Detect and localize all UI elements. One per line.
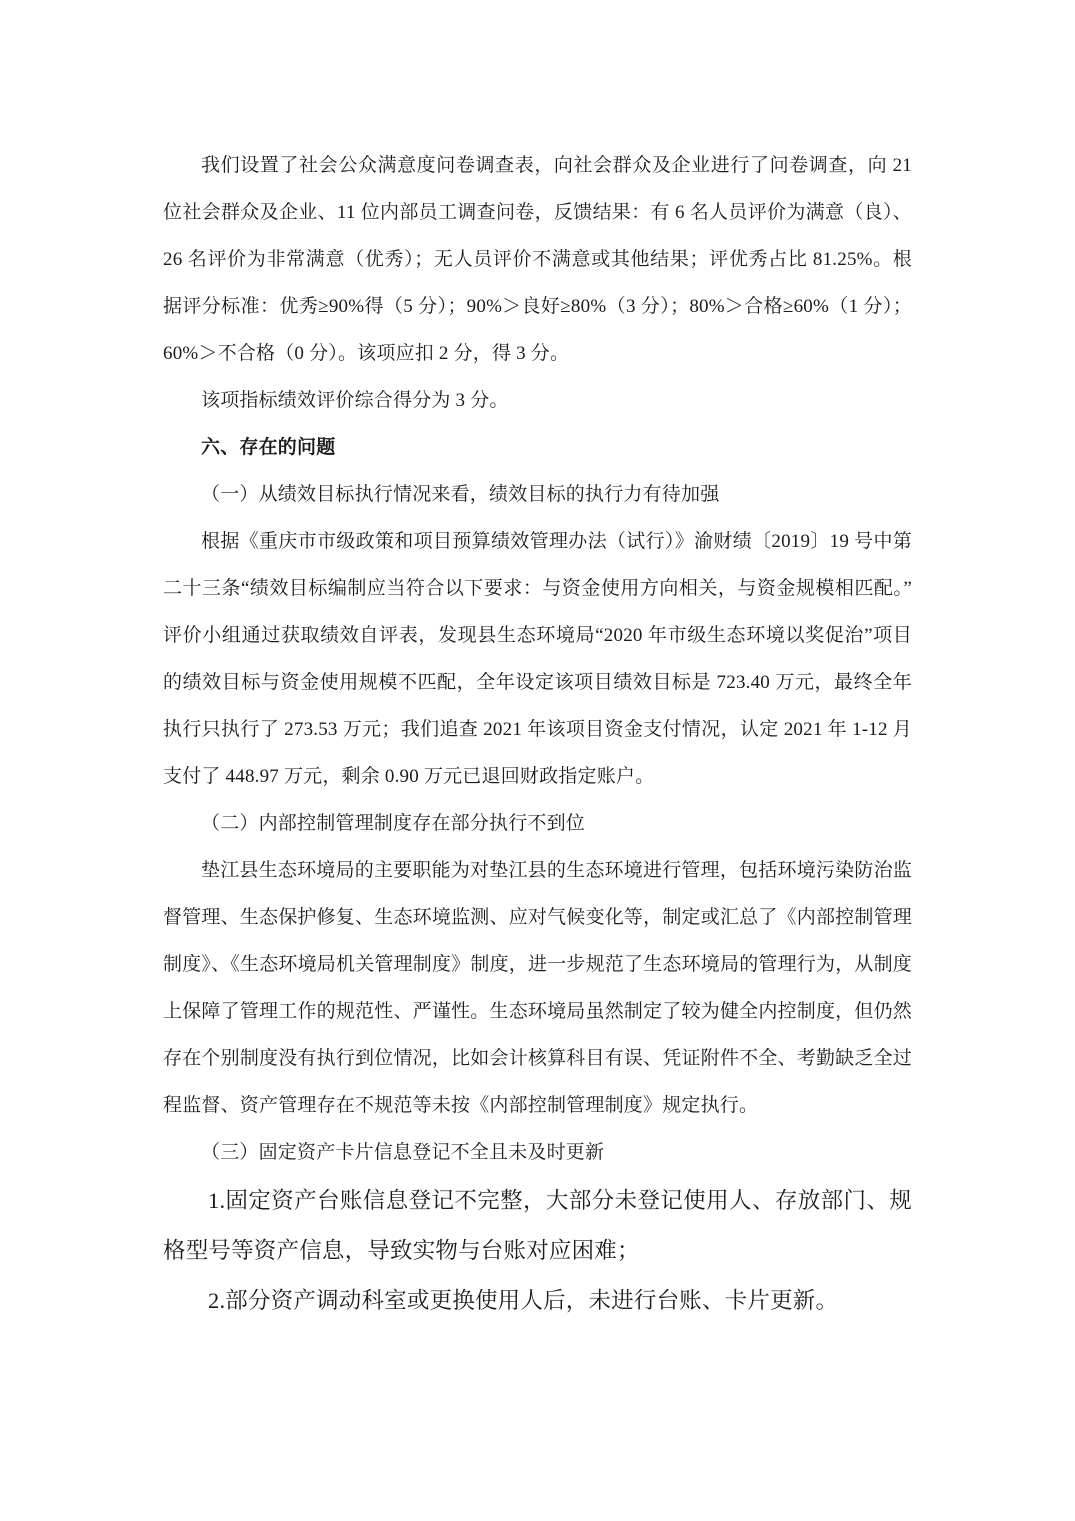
problem-1-detail: 根据《重庆市市级政策和项目预算绩效管理办法（试行）》渝财绩〔2019〕19 号中第二十三条“绩效目标编制应当符合以下要求：与资金使用方向相关，与资金规模相匹配。”评价小组通过获取绩效自评表，发现县生态环境局“2020 年市级生态环境以奖促治”项目的绩效目标与资金使用规模不匹配，全年设定该项目绩效目标是 723.40 万元，最终全年执行只执行了 273.53 万元；我们追查 2021 年该项目资金支付情况，认定 2021 年 1-12 月支付了 448.97 万元，剩余 0.90 万元已退回财政指定账户。 [163,531,912,787]
problem-3-item-1: 1.固定资产台账信息登记不完整，大部分未登记使用人、存放部门、规格型号等资产信息，导致实物与台账对应困难； [163,1188,912,1263]
problem-2-title: （二）内部控制管理制度存在部分执行不到位 [201,813,586,834]
section-heading-problems: 六、存在的问题 [201,437,336,458]
problem-3-title: （三）固定资产卡片信息登记不全且未及时更新 [201,1142,605,1163]
paragraph-satisfaction-survey: 我们设置了社会公众满意度问卷调查表，向社会群众及企业进行了问卷调查，向 21 位社会群众及企业、11 位内部员工调查问卷，反馈结果：有 6 名人员评价为满意（良）、26 名评价为非常满意（优秀）；无人员评价不满意或其他结果；评优秀占比 81.25%。根据评分标准：优秀≥90%得（5 分）；90%＞良好≥80%（3 分）；80%＞合格≥60%（1 分）；60%＞不合格（0 分）。该项应扣 2 分，得 3 分。 [163,155,912,364]
problem-1-title: （一）从绩效目标执行情况来看，绩效目标的执行力有待加强 [201,484,720,505]
paragraph-score-summary: 该项指标绩效评价综合得分为 3 分。 [201,390,509,411]
problem-3-item-2: 2.部分资产调动科室或更换使用人后，未进行台账、卡片更新。 [208,1288,839,1313]
problem-2-detail: 垫江县生态环境局的主要职能为对垫江县的生态环境进行管理，包括环境污染防治监督管理、生态保护修复、生态环境监测、应对气候变化等，制定或汇总了《内部控制管理制度》、《生态环境局机关管理制度》制度，进一步规范了生态环境局的管理行为，从制度上保障了管理工作的规范性、严谨性。生态环境局虽然制定了较为健全内控制度，但仍然存在个别制度没有执行到位情况，比如会计核算科目有误、凭证附件不全、考勤缺乏全过程监督、资产管理存在不规范等未按《内部控制管理制度》规定执行。 [163,860,913,1116]
